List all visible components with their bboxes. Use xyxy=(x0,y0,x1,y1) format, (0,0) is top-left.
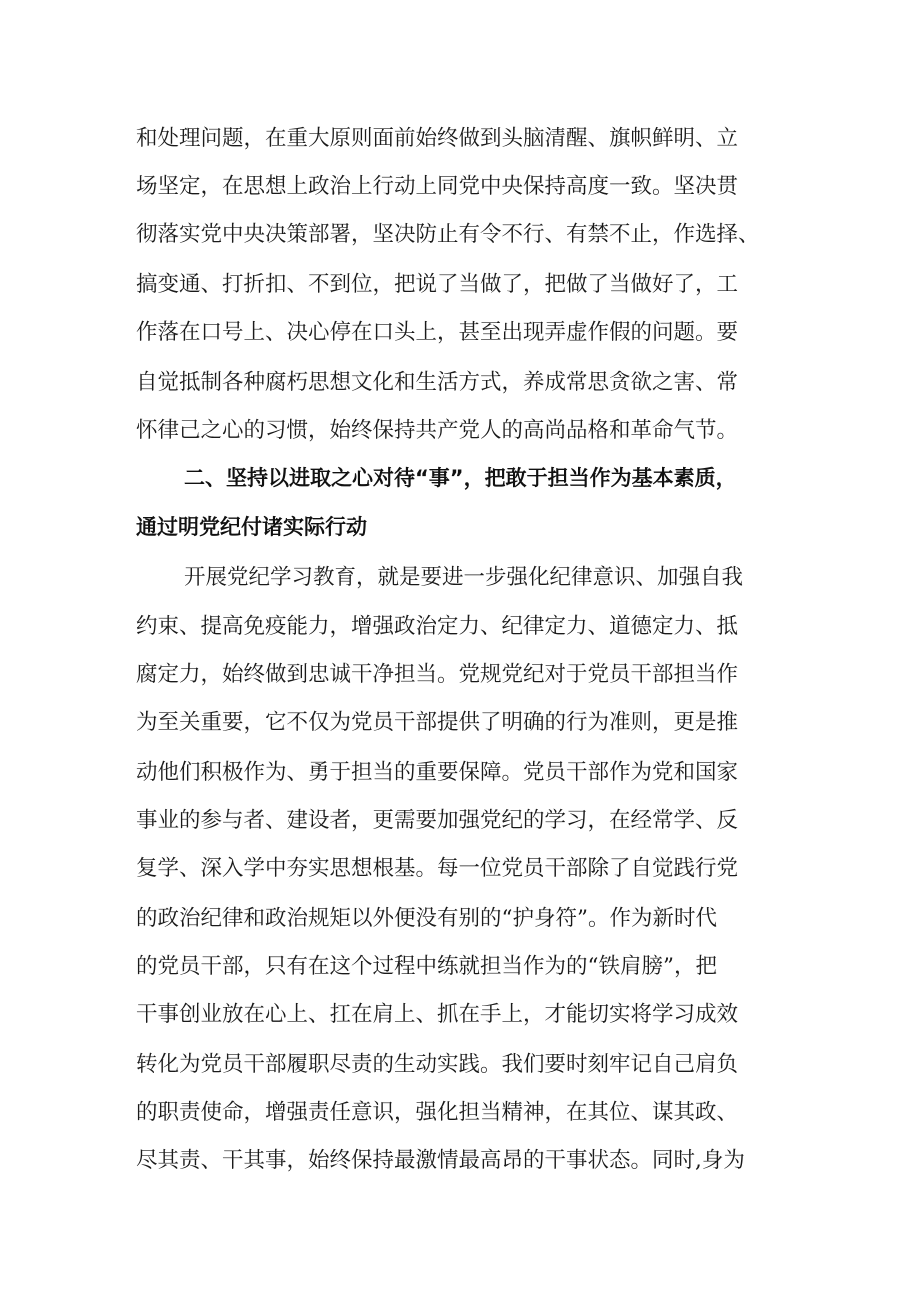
paragraph-2-line: 动他们积极作为、勇于担当的重要保障。党员干部作为党和国家 xyxy=(136,759,739,785)
paragraph-2-line: 干事创业放在心上、扛在肩上、抓在手上，才能切实将学习成效 xyxy=(136,1001,739,1027)
section-heading: 通过明党纪付诸实际行动 xyxy=(136,515,367,539)
paragraph-2-line: 开展党纪学习教育，就是要进一步强化纪律意识、加强自我 xyxy=(184,564,744,590)
paragraph-1-line: 作落在口号上、决心停在口头上，甚至出现弄虚作假的问题。要 xyxy=(136,319,739,345)
paragraph-2-line: 的党员干部，只有在这个过程中练就担当作为的“铁肩膀”，把 xyxy=(136,953,717,979)
paragraph-2-line: 腐定力，始终做到忠诚干净担当。党规党纪对于党员干部担当作 xyxy=(136,661,739,687)
paragraph-1-line: 彻落实党中央决策部署，坚决防止有令不行、有禁不止，作选择、 xyxy=(136,221,760,247)
paragraph-2-line: 事业的参与者、建设者，更需要加强党纪的学习，在经常学、反 xyxy=(136,807,739,833)
paragraph-1-line: 场坚定，在思想上政治上行动上同党中央保持高度一致。坚决贯 xyxy=(136,173,739,199)
paragraph-1-line: 怀律己之心的习惯，始终保持共产党人的高尚品格和革命气节。 xyxy=(136,417,739,443)
paragraph-2-line: 转化为党员干部履职尽责的生动实践。我们要时刻牢记自己肩负 xyxy=(136,1051,739,1077)
section-heading: 二、坚持以进取之心对待“事”，把敢于担当作为基本素质， xyxy=(184,466,737,490)
paragraph-1-line: 搞变通、打折扣、不到位，把说了当做了，把做了当做好了，工 xyxy=(136,271,739,297)
paragraph-2-line: 的政治纪律和政治规矩以外便没有别的“护身符”。作为新时代 xyxy=(136,905,717,931)
paragraph-2-line: 的职责使命，增强责任意识，强化担当精神，在其位、谋其政、 xyxy=(136,1099,739,1125)
paragraph-2-line: 复学、深入学中夯实思想根基。每一位党员干部除了自觉践行党 xyxy=(136,855,739,881)
paragraph-1-line: 和处理问题，在重大原则面前始终做到头脑清醒、旗帜鲜明、立 xyxy=(136,125,739,151)
paragraph-1-line: 自觉抵制各种腐朽思想文化和生活方式，养成常思贪欲之害、常 xyxy=(136,369,739,395)
paragraph-2-line: 为至关重要，它不仅为党员干部提供了明确的行为准则，更是推 xyxy=(136,709,739,735)
paragraph-2-line: 约束、提高免疫能力，增强政治定力、纪律定力、道德定力、抵 xyxy=(136,613,739,639)
paragraph-2-line: 尽其责、干其事，始终保持最激情最高昂的干事状态。同时,身为 xyxy=(136,1147,745,1173)
